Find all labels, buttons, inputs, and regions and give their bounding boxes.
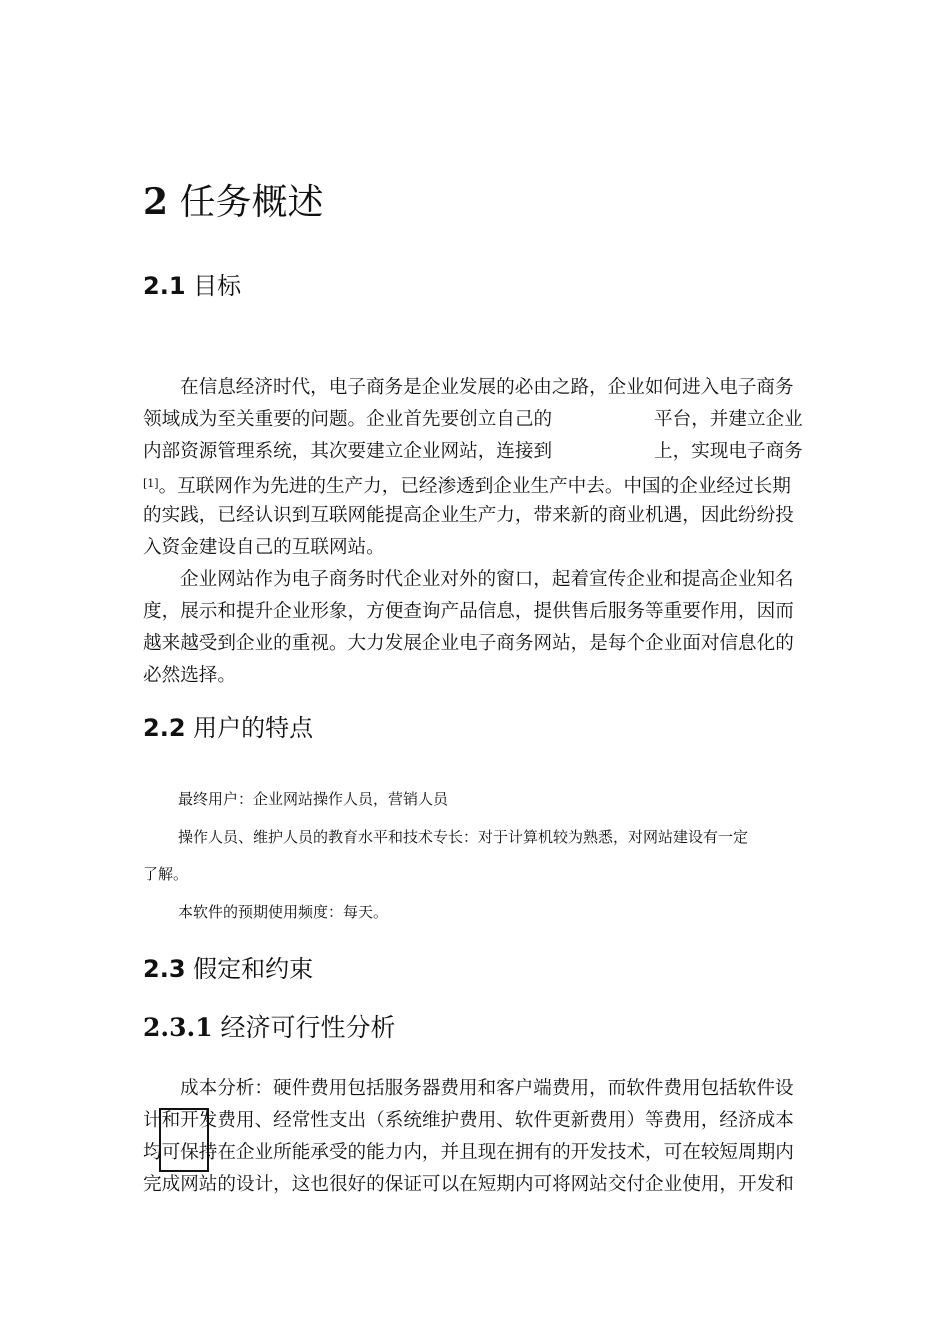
user-trait-line: 最终用户：企业网站操作人员，营销人员 bbox=[178, 790, 449, 808]
paragraph-line: 在信息经济时代，电子商务是企业发展的必由之路，企业如何进入电子商务 bbox=[180, 377, 794, 398]
paragraph-line: 领域成为至关重要的问题。企业首先要创立自己的 bbox=[143, 409, 553, 430]
user-trait-line: 本软件的预期使用频度：每天。 bbox=[178, 903, 389, 921]
paragraph-line: 入资金建设自己的互联网站。 bbox=[143, 537, 385, 558]
section-title: 目标 bbox=[193, 272, 242, 300]
section-heading-2-2 bbox=[143, 712, 313, 744]
section-number: 2.3 bbox=[143, 955, 186, 983]
paragraph-line: 内部资源管理系统，其次要建立企业网站，连接到 bbox=[143, 441, 553, 462]
paragraph-line: 平台，并建立企业 bbox=[654, 409, 803, 430]
paragraph-line: 完成网站的设计，这也很好的保证可以在短期内可将网站交付企业使用，开发和 bbox=[143, 1174, 794, 1195]
paragraph-line: 成本分析：硬件费用包括服务器费用和客户端费用，而软件费用包括软件设 bbox=[180, 1078, 794, 1099]
paragraph-line-with-citation bbox=[143, 471, 791, 500]
text-frame-box bbox=[159, 1108, 209, 1172]
paragraph-line: 计和开发费用、经常性支出（系统维护费用、软件更新费用）等费用，经济成本 bbox=[143, 1110, 794, 1131]
section-title: 假定和约束 bbox=[193, 955, 314, 983]
paragraph-line-text: 。互联网作为先进的生产力，已经渗透到企业生产中去。中国的企业经过长期 bbox=[158, 476, 791, 497]
paragraph-line: 上，实现电子商务 bbox=[654, 441, 803, 462]
user-trait-line: 了解。 bbox=[143, 865, 189, 883]
paragraph-line: 度，展示和提升企业形象，方便查询产品信息，提供售后服务等重要作用，因而 bbox=[143, 601, 794, 622]
paragraph-line: 必然选择。 bbox=[143, 665, 236, 686]
paragraph-line: 企业网站作为电子商务时代企业对外的窗口，起着宣传企业和提高企业知名 bbox=[180, 569, 794, 590]
paragraph-line: 的实践，已经认识到互联网能提高企业生产力，带来新的商业机遇，因此纷纷投 bbox=[143, 505, 794, 526]
subsection-number: 2.3.1 bbox=[143, 1013, 213, 1042]
user-trait-line: 操作人员、维护人员的教育水平和技术专长：对于计算机较为熟悉，对网站建设有一定 bbox=[178, 828, 749, 846]
chapter-heading bbox=[143, 178, 324, 227]
section-number: 2.1 bbox=[143, 272, 186, 300]
section-heading-2-3 bbox=[143, 953, 313, 985]
section-number: 2.2 bbox=[143, 714, 186, 742]
subsection-heading-2-3-1 bbox=[143, 1011, 396, 1045]
paragraph-line: 均可保持在企业所能承受的能力内，并且现在拥有的开发技术，可在较短周期内 bbox=[143, 1142, 794, 1163]
subsection-title: 经济可行性分析 bbox=[220, 1013, 396, 1042]
citation-mark: [1] bbox=[143, 477, 159, 490]
chapter-title: 任务概述 bbox=[179, 182, 324, 223]
section-heading-2-1 bbox=[143, 270, 241, 302]
section-title: 用户的特点 bbox=[193, 714, 314, 742]
paragraph-line: 越来越受到企业的重视。大力发展企业电子商务网站，是每个企业面对信息化的 bbox=[143, 633, 794, 654]
chapter-number: 2 bbox=[143, 181, 169, 223]
